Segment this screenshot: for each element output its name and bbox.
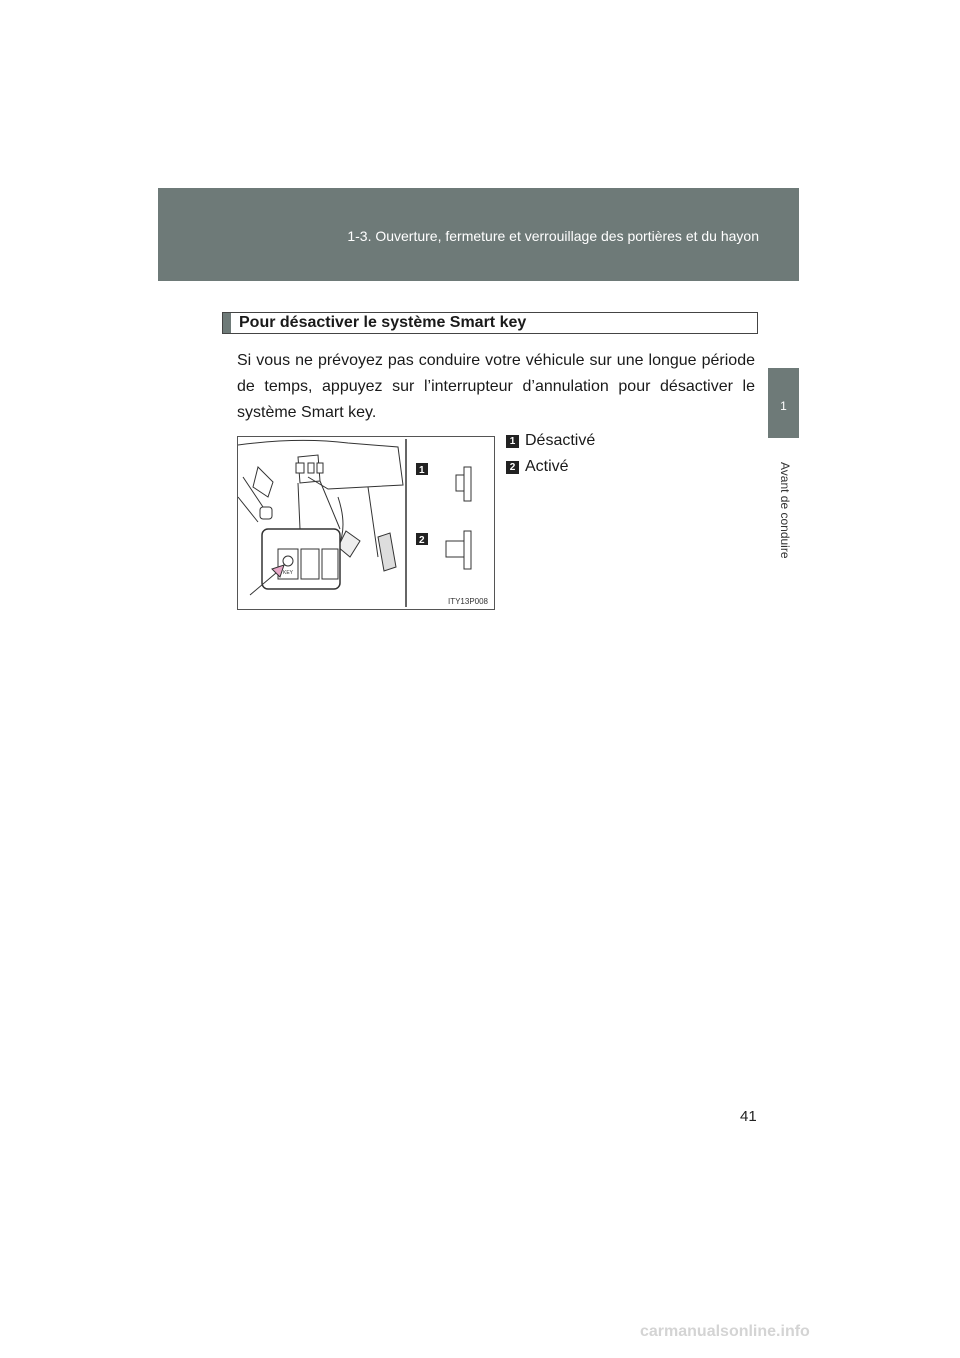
callout-1-label: 1 bbox=[419, 465, 425, 476]
section-heading-bar bbox=[223, 313, 231, 333]
watermark: carmanualsonline.info bbox=[640, 1323, 810, 1340]
chapter-tab-number: 1 bbox=[780, 399, 787, 413]
legend-label-activated: Activé bbox=[525, 458, 569, 475]
header-band bbox=[158, 188, 799, 281]
chapter-tab bbox=[768, 368, 799, 438]
legend-item-activated bbox=[506, 458, 569, 478]
key-switch-text: KEY bbox=[283, 570, 294, 576]
switch-illustration-drawing bbox=[238, 437, 494, 609]
chapter-tab-label: Avant de conduire bbox=[778, 462, 792, 559]
legend-item-deactivated bbox=[506, 432, 595, 452]
section-body: Si vous ne prévoyez pas conduire votre véhicule sur une longue période de temps, appuyez sur l’interrupteur d’annulation pour désactiver le système Smart key. bbox=[237, 352, 755, 421]
legend-label-deactivated: Désactivé bbox=[525, 432, 596, 449]
page-number: 41 bbox=[740, 1108, 757, 1125]
section-heading-box bbox=[222, 312, 758, 334]
legend-badge-1: 1 bbox=[506, 435, 519, 448]
switch-illustration bbox=[237, 436, 495, 610]
chapter-heading: 1-3. Ouverture, fermeture et verrouillage des portières et du hayon bbox=[347, 228, 759, 244]
legend-badge-2: 2 bbox=[506, 461, 519, 474]
callout-2-label: 2 bbox=[419, 535, 425, 546]
section-title: Pour désactiver le système Smart key bbox=[239, 314, 527, 331]
figure-code: ITY13P008 bbox=[447, 597, 488, 606]
